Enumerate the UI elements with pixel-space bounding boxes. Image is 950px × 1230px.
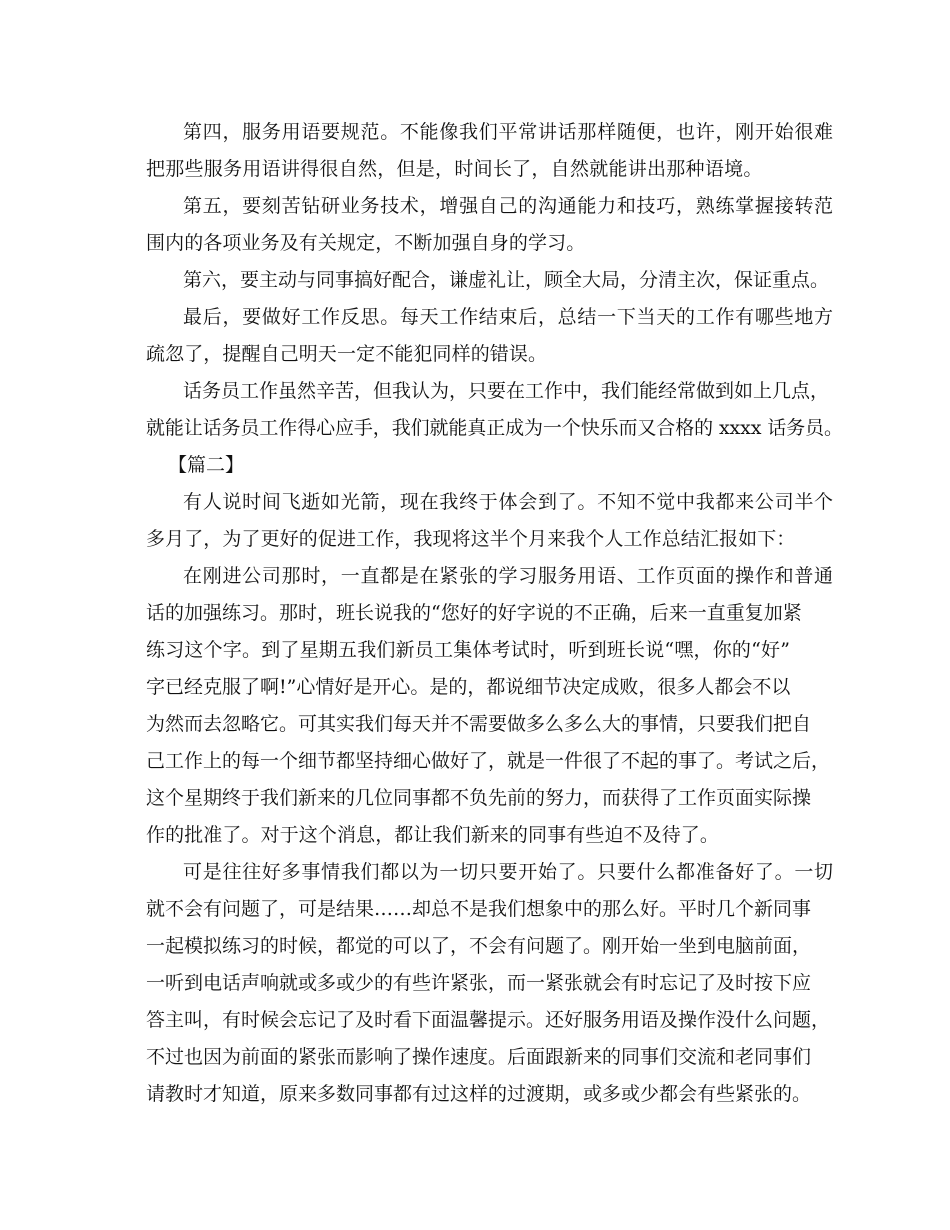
text-line: 作的批准了。对于这个消息，都让我们新来的同事有些迫不及待了。 <box>146 824 720 846</box>
text-line: 最后，要做好工作反思。每天工作结束后，总结一下当天的工作有哪些地方 <box>183 306 834 328</box>
text-line: 第四，服务用语要规范。不能像我们平常讲话那样随便，也许，刚开始很难 <box>183 121 834 143</box>
text-line: 话的加强练习。那时，班长说我的“您好的好字说的不正确，后来一直重复加紧 <box>146 602 802 624</box>
text-line: 可是往往好多事情我们都以为一切只要开始了。只要什么都准备好了。一切 <box>183 861 834 883</box>
text-line: 把那些服务用语讲得很自然，但是，时间长了，自然就能讲出那种语境。 <box>146 158 763 180</box>
text-line: 练习这个字。到了星期五我们新员工集体考试时，听到班长说“嘿，你的“好” <box>146 639 791 661</box>
text-line: 一听到电话声响就或多或少的有些许紧张，而一紧张就会有时忘记了及时按下应 <box>146 972 812 994</box>
text-line: 为然而去忽略它。可其实我们每天并不需要做多么多么大的事情，只要我们把自 <box>146 713 812 735</box>
text-line: 答主叫，有时候会忘记了及时看下面温馨提示。还好服务用语及操作没什么问题， <box>146 1009 831 1031</box>
text-line: 不过也因为前面的紧张而影响了操作速度。后面跟新来的同事们交流和老同事们 <box>146 1046 812 1068</box>
text-line: 话务员工作虽然辛苦，但我认为，只要在工作中，我们能经常做到如上几点， <box>183 380 830 402</box>
text-line: 字已经克服了啊!”心情好是开心。是的，都说细节决定成败，很多人都会不以 <box>146 676 791 698</box>
text-line: 在刚进公司那时，一直都是在紧张的学习服务用语、工作页面的操作和普通 <box>183 565 834 587</box>
text-line: 一起模拟练习的时候，都觉的可以了，不会有问题了。刚开始一坐到电脑前面， <box>146 935 812 957</box>
text-line: 己工作上的每一个细节都坚持细心做好了，就是一件很了不起的事了。考试之后， <box>146 750 831 772</box>
text-line: 第六，要主动与同事搞好配合，谦虚礼让，顾全大局，分清主次，保证重点。 <box>183 269 830 291</box>
text-line: 请教时才知道，原来多数同事都有过这样的过渡期，或多或少都会有些紧张的。 <box>146 1083 812 1105</box>
section-heading: 【篇二】 <box>168 454 245 476</box>
text-line: 就不会有问题了，可是结果……却总不是我们想象中的那么好。平时几个新同事 <box>146 898 812 920</box>
text-line: 有人说时间飞逝如光箭，现在我终于体会到了。不知不觉中我都来公司半个 <box>183 491 834 513</box>
text-line: 疏忽了，提醒自己明天一定不能犯同样的错误。 <box>146 343 548 365</box>
text-line: 多月了，为了更好的促进工作，我现将这半个月来我个人工作总结汇报如下： <box>146 528 796 550</box>
text-line: 围内的各项业务及有关规定，不断加强自身的学习。 <box>146 232 586 254</box>
text-line: 就能让话务员工作得心应手，我们就能真正成为一个快乐而又合格的 xxxx 话务员。 <box>146 417 843 439</box>
text-line: 这个星期终于我们新来的几位同事都不负先前的努力，而获得了工作页面实际操 <box>146 787 812 809</box>
text-line: 第五，要刻苦钻研业务技术，增强自己的沟通能力和技巧，熟练掌握接转范 <box>183 195 834 217</box>
